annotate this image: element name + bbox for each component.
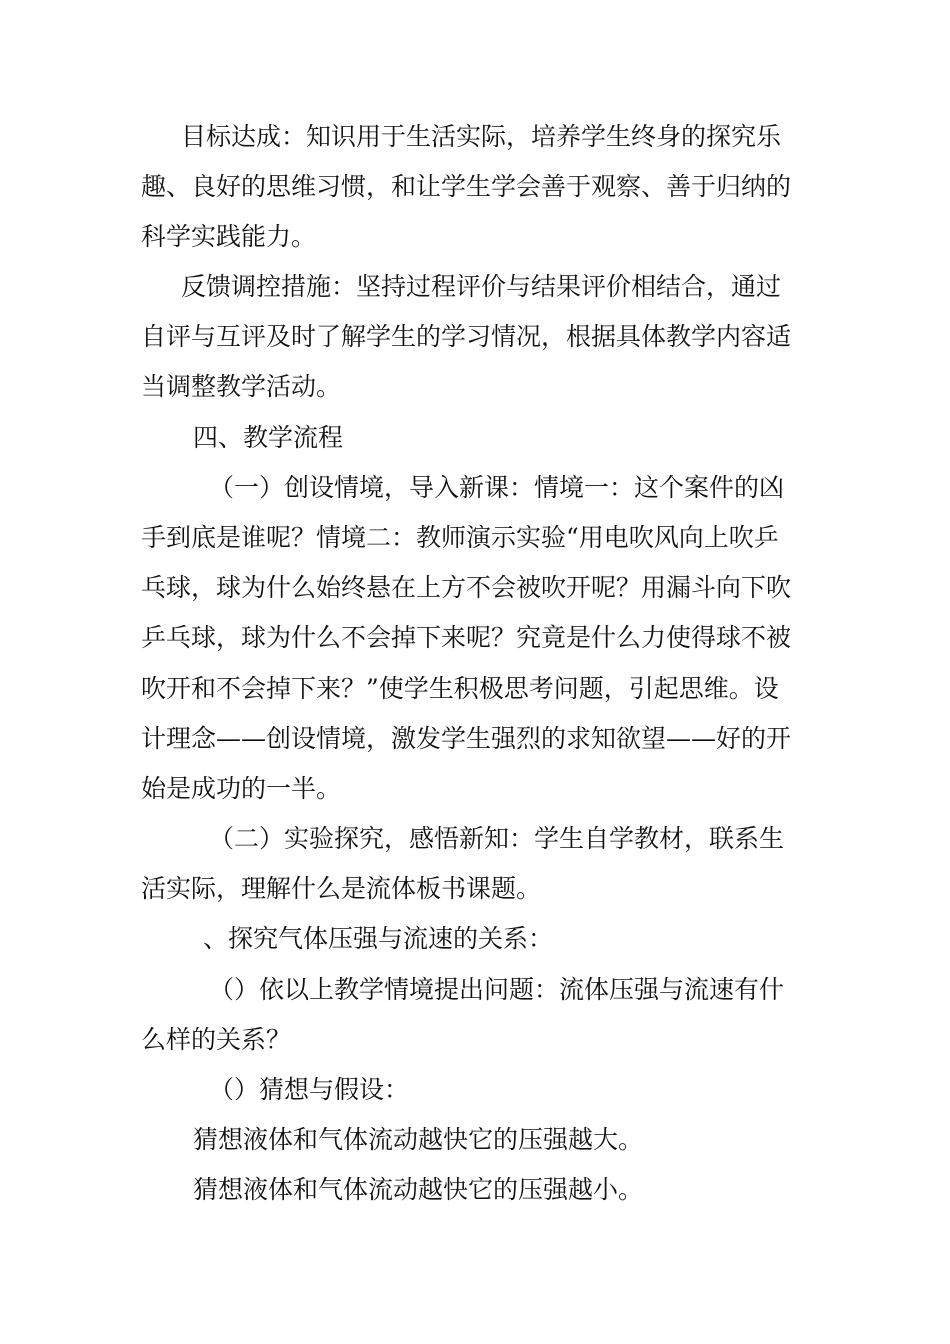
text-line: 当调整教学活动。 [141, 372, 342, 401]
text-line: （二）实验探究，感悟新知：学生自学教材，联系生 [209, 824, 785, 853]
text-line: 趣、良好的思维习惯，和让学生学会善于观察、善于归纳的 [141, 172, 792, 201]
text-line: 科学实践能力。 [141, 222, 317, 251]
text-line: 活实际，理解什么是流体板书课题。 [141, 874, 542, 903]
text-line: 手到底是谁呢？情境二：教师演示实验“用电吹风向上吹乒 [141, 523, 779, 552]
section-heading: 四、教学流程 [193, 423, 344, 452]
text-line: 吹开和不会掉下来？”使学生积极思考问题，引起思维。设 [141, 674, 779, 703]
text-line: 始是成功的一半。 [141, 774, 342, 803]
text-line: 乒乓球，球为什么不会掉下来呢？究竟是什么力使得球不被 [141, 623, 792, 652]
text-line: （）猜想与假设： [209, 1075, 410, 1104]
text-line: 计理念——创设情境，激发学生强烈的求知欲望——好的开 [141, 724, 792, 753]
text-line: 目标达成：知识用于生活实际，培养学生终身的探究乐 [181, 122, 782, 151]
text-line: （）依以上教学情境提出问题：流体压强与流速有什 [209, 975, 785, 1004]
text-line: 自评与互评及时了解学生的学习情况，根据具体教学内容适 [141, 322, 792, 351]
text-line: 、探究气体压强与流速的关系： [203, 924, 554, 953]
text-line: 猜想液体和气体流动越快它的压强越大。 [193, 1125, 644, 1154]
text-line: 么样的关系？ [141, 1025, 292, 1054]
text-line: （一）创设情境，导入新课：情境一：这个案件的凶 [209, 473, 785, 502]
text-line: 乓球，球为什么始终悬在上方不会被吹开呢？用漏斗向下吹 [141, 573, 792, 602]
text-line: 反馈调控措施：坚持过程评价与结果评价相结合，通过 [181, 272, 782, 301]
text-line: 猜想液体和气体流动越快它的压强越小。 [193, 1175, 644, 1204]
